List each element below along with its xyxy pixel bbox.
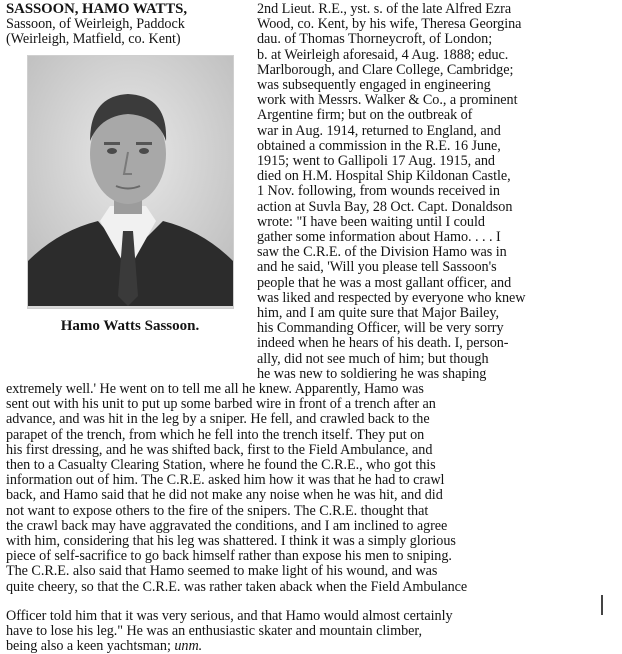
right-column-line: action at Suvla Bay, 28 Oct. Capt. Donaldson xyxy=(257,198,513,215)
right-column-line: wrote: "I have been waiting until I could xyxy=(257,213,485,230)
right-column-line: saw the C.R.E. of the Division Hamo was in xyxy=(257,244,507,261)
right-column-line: his Commanding Officer, will be very sorry xyxy=(257,320,504,337)
right-column-line: gather some information about Hamo. . . . I xyxy=(257,229,501,245)
body-line: with him, considering that his leg was shattered. I think it was a simply glorious xyxy=(6,533,456,549)
body-line: not want to expose others to the fire of the snipers. The C.R.E. thought that xyxy=(6,502,429,519)
body-line: information out of him. The C.R.E. asked him how it was that he had to crawl xyxy=(6,472,445,489)
right-column-line: was liked and respected by everyone who knew xyxy=(257,289,526,306)
body-line: then to a Casualty Clearing Station, where he found the C.R.E., who got this xyxy=(6,457,436,473)
right-column-line: ally, did not see much of him; but though xyxy=(257,350,489,367)
right-column-line: Wood, co. Kent, by his wife, Theresa Georgina xyxy=(257,16,522,33)
body-line: the crawl back may have aggravated the conditions, and I am inclined to agree xyxy=(6,517,448,534)
right-column-line: war in Aug. 1914, returned to England, and xyxy=(257,122,501,139)
body-line: extremely well.' He went on to tell me all he knew. Apparently, Hamo was xyxy=(6,381,424,397)
body-line: parapet of the trench, from which he fell into the trench itself. They put on xyxy=(6,426,425,443)
parentage-line: (Weirleigh, Matfield, co. Kent) xyxy=(6,31,181,48)
body-line: The C.R.E. also said that Hamo seemed to make light of his wound, and was xyxy=(6,563,438,580)
continuation-line: Officer told him that it was very serious, and that Hamo would almost certainly xyxy=(6,607,453,624)
portrait-illustration xyxy=(28,56,233,306)
unmarried-abbrev: unm. xyxy=(174,638,203,654)
right-column-line: was subsequently engaged in engineering xyxy=(257,77,491,93)
photo-caption: Hamo Watts Sassoon. xyxy=(60,318,200,334)
right-column-line: him, and I am quite sure that Major Bailey, xyxy=(257,305,499,321)
column-rule xyxy=(601,595,603,615)
body-line: advance, and was hit in the leg by a sniper. He fell, and crawled back to the xyxy=(6,411,430,428)
continuation-line xyxy=(6,639,202,654)
right-column-line: 1915; went to Gallipoli 17 Aug. 1915, and xyxy=(257,153,495,169)
right-column-line: obtained a commission in the R.E. 16 June, xyxy=(257,137,501,154)
right-column-line: died on H.M. Hospital Ship Kildonan Castle, xyxy=(257,168,511,185)
right-column-line: Argentine firm; but on the outbreak of xyxy=(257,107,473,124)
right-column-line: and he said, 'Will you please tell Sassoon's xyxy=(257,259,497,276)
body-line: his first dressing, and he was shifted back, first to the Field Ambulance, and xyxy=(6,441,433,458)
body-line: piece of self-sacrifice to go back himself rather than expose his men to sniping. xyxy=(6,548,452,565)
continuation-line: have to lose his leg." He was an enthusiastic skater and mountain climber, xyxy=(6,623,423,639)
right-column-line: he was new to soldiering he was shaping xyxy=(257,365,487,382)
body-line: sent out with his unit to put up some barbed wire in front of a trench after an xyxy=(6,396,436,413)
right-column-line: Marlborough, and Clare College, Cambridge; xyxy=(257,61,514,78)
right-column-line: indeed when he hears of his death. I, person- xyxy=(257,335,509,352)
right-column-line: dau. of Thomas Thorneycroft, of London; xyxy=(257,31,493,48)
continuation-text: being also a keen yachtsman; xyxy=(6,638,175,654)
right-column-line: 2nd Lieut. R.E., yst. s. of the late Alfred Ezra xyxy=(257,1,512,17)
body-line: back, and Hamo said that he did not make any noise when he was hit, and did xyxy=(6,487,443,504)
right-column-line: people that he was a most gallant officer, and xyxy=(257,274,512,291)
body-line: quite cheery, so that the C.R.E. was rather taken aback when the Field Ambulance xyxy=(6,578,468,595)
entry-name: SASSOON, HAMO WATTS, xyxy=(6,1,187,17)
right-column-line: b. at Weirleigh aforesaid, 4 Aug. 1888; educ. xyxy=(257,46,509,63)
right-column-line: 1 Nov. following, from wounds received in xyxy=(257,183,500,200)
parentage-line: Sassoon, of Weirleigh, Paddock xyxy=(6,16,185,33)
portrait-photo xyxy=(27,55,234,309)
right-column-line: work with Messrs. Walker & Co., a prominent xyxy=(257,92,518,109)
